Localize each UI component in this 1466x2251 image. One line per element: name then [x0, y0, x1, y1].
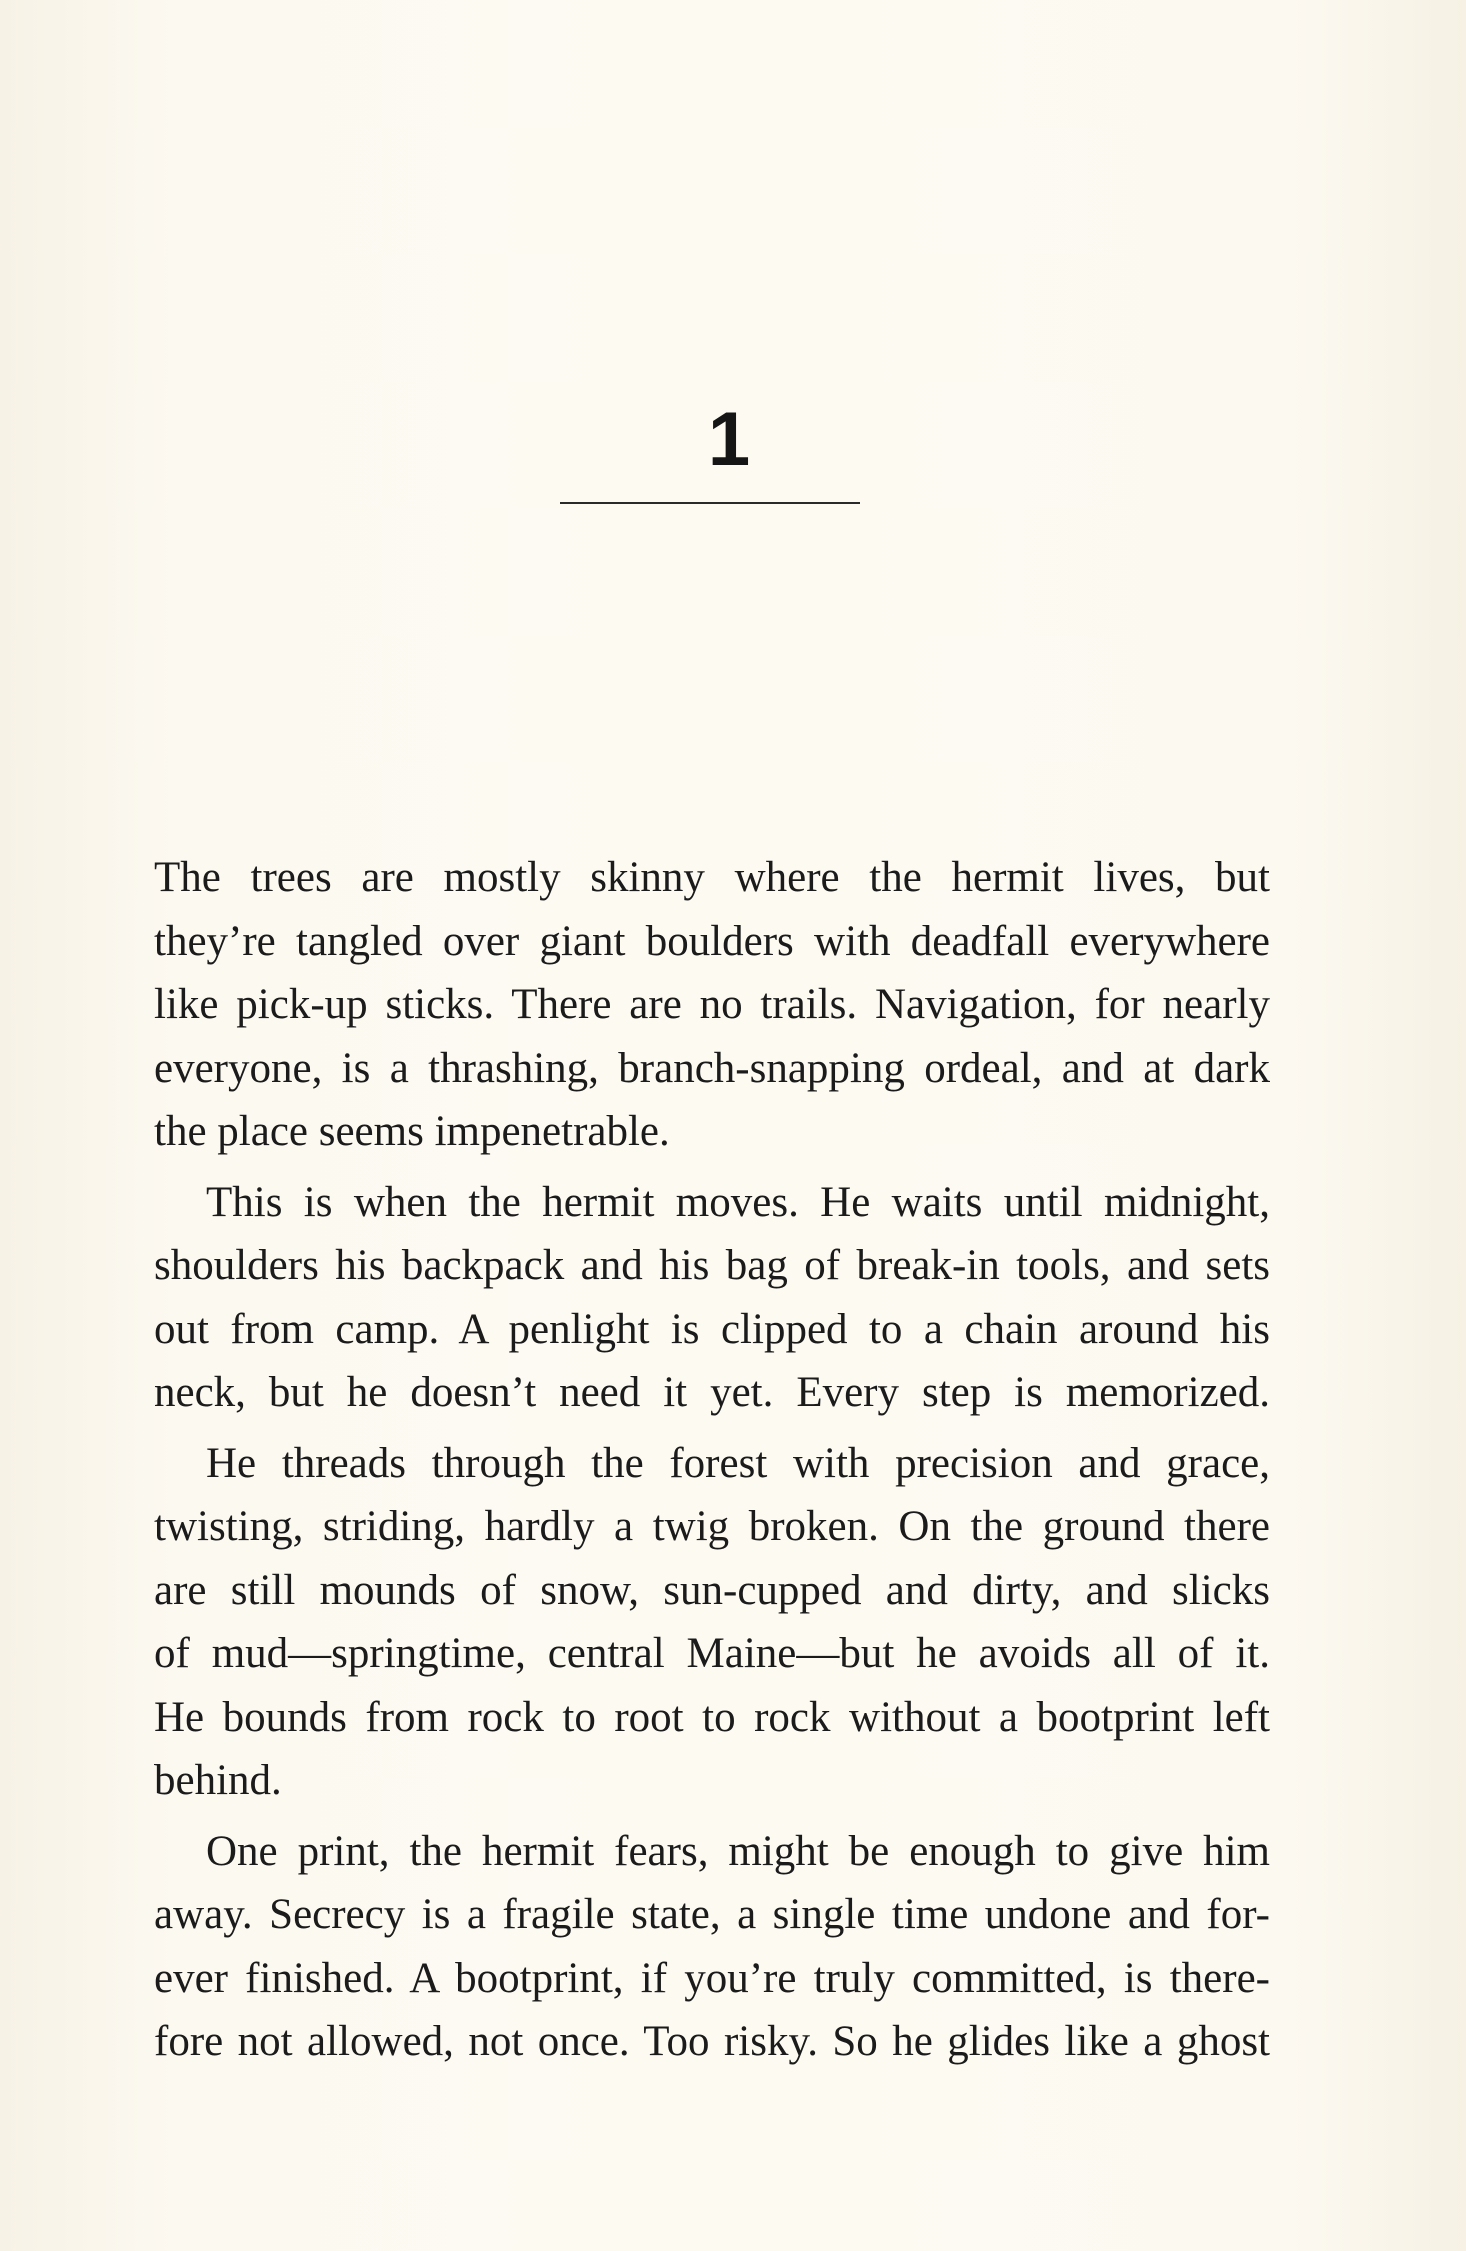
chapter-rule — [560, 502, 860, 504]
text-line: This is when the hermit moves. He waits until midnight, — [206, 1178, 1270, 1226]
paragraph — [154, 1171, 1270, 1425]
body-text — [154, 846, 1270, 2074]
text-line: shoulders his backpack and his bag of break-in tools, and sets — [154, 1242, 1270, 1289]
text-line: out from camp. A penlight is clipped to a chain around his — [154, 1305, 1270, 1353]
paragraph — [154, 1432, 1270, 1813]
text-line: fore not allowed, not once. Too risky. So he glides like a ghost — [154, 2018, 1270, 2065]
text-line: the place seems impenetrable. — [154, 1108, 670, 1155]
text-line: ever finished. A bootprint, if you’re truly committed, is there- — [154, 1954, 1270, 2002]
text-line: neck, but he doesn’t need it yet. Every step is memorized. — [154, 1369, 1270, 1416]
text-line: away. Secrecy is a fragile state, a single time undone and for- — [154, 1891, 1270, 1938]
text-line: like pick-up sticks. There are no trails. Navigation, for nearly — [154, 981, 1270, 1028]
text-line: everyone, is a thrashing, branch-snapping ordeal, and at dark — [154, 1044, 1270, 1092]
text-line: they’re tangled over giant boulders with deadfall everywhere — [154, 917, 1270, 965]
text-line: He threads through the forest with precision and grace, — [206, 1439, 1270, 1487]
text-line: twisting, striding, hardly a twig broken. On the ground there — [154, 1503, 1270, 1550]
text-line: are still mounds of snow, sun-cupped and dirty, and slicks — [154, 1566, 1270, 1614]
paragraph — [154, 1820, 1270, 2074]
text-line: One print, the hermit fears, might be enough to give him — [206, 1827, 1270, 1875]
chapter-heading — [0, 395, 1466, 485]
chapter-number: 1 — [707, 397, 751, 482]
text-line: The trees are mostly skinny where the hermit lives, but — [154, 854, 1270, 901]
text-line: of mud—springtime, central Maine—but he avoids all of it. — [154, 1630, 1270, 1677]
text-line: He bounds from rock to root to rock without a bootprint left — [154, 1693, 1270, 1741]
paragraph — [154, 846, 1270, 1164]
text-line: behind. — [154, 1757, 282, 1804]
